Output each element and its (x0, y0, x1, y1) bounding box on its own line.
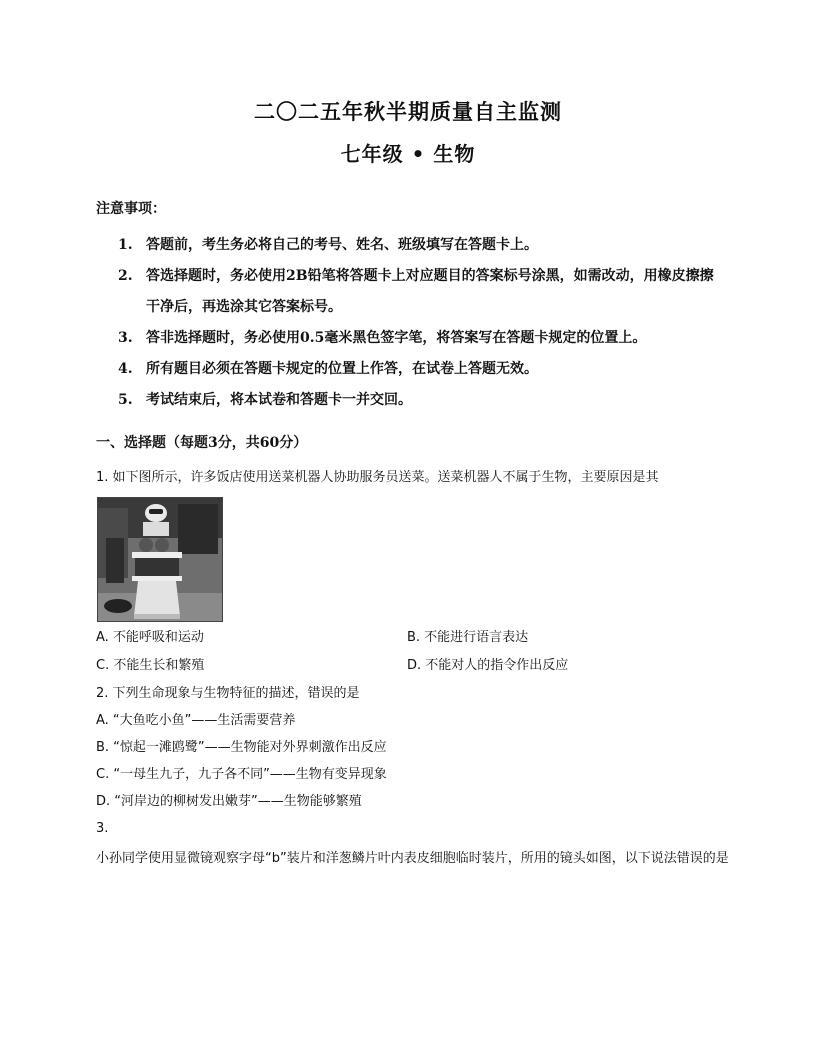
notice-heading: 注意事项： (96, 201, 166, 217)
question-1-option-c: C. 不能生长和繁殖 (96, 658, 205, 673)
question-2-option-b: B. “惊起一滩鸥鹭”——生物能对外界刺激作出反应 (96, 740, 387, 755)
notice-item (118, 323, 718, 354)
notice-text: 所有题目必须在答题卡规定的位置上作答，在试卷上答题无效。 (146, 361, 538, 377)
question-1-option-a: A. 不能呼吸和运动 (96, 630, 204, 645)
question-1-option-b: B. 不能进行语言表达 (407, 630, 529, 645)
notice-number: 5. (118, 392, 133, 408)
notice-item (118, 261, 718, 323)
question-2-option-a: A. “大鱼吃小鱼”——生活需要营养 (96, 713, 296, 728)
exam-subtitle: 七年级 • 生物 (340, 142, 476, 166)
notice-item (118, 385, 718, 416)
notice-item (118, 354, 718, 385)
question-1-option-d: D. 不能对人的指令作出反应 (407, 658, 569, 673)
notice-text: 答选择题时，务必使用2B铅笔将答题卡上对应题目的答案标号涂黑，如需改动，用橡皮擦擦干净后，再选涂其它答案标号。 (146, 268, 714, 315)
notice-item (118, 230, 718, 261)
question-2-option-d: D. “河岸边的柳树发出嫩芽”——生物能够繁殖 (96, 794, 362, 809)
exam-title: 二〇二五年秋半期质量自主监测 (254, 99, 562, 124)
question-1-stem: 1. 如下图所示，许多饭店使用送菜机器人协助服务员送菜。送菜机器人不属于生物，主要原因是其 (96, 470, 659, 485)
question-3-stem: 小孙同学使用显微镜观察字母“b”装片和洋葱鳞片叶内表皮细胞临时装片，所用的镜头如图，以下说法错误的是 (96, 851, 729, 866)
notice-number: 1. (118, 237, 133, 253)
notice-number: 2. (118, 268, 133, 284)
section-heading: 一、选择题（每题3分，共60分） (96, 435, 308, 451)
question-2-option-c: C. “一母生九子，九子各不同”——生物有变异现象 (96, 767, 387, 782)
notice-list (118, 230, 718, 416)
notice-number: 4. (118, 361, 133, 377)
question-3-number: 3. (96, 821, 109, 836)
notice-text: 答非选择题时，务必使用0.5毫米黑色签字笔，将答案写在答题卡规定的位置上。 (146, 330, 647, 346)
notice-number: 3. (118, 330, 133, 346)
robot-photo (97, 497, 223, 622)
notice-text: 考试结束后，将本试卷和答题卡一并交回。 (146, 392, 412, 408)
question-2-stem: 2. 下列生命现象与生物特征的描述，错误的是 (96, 686, 360, 701)
robot-illustration (98, 498, 222, 621)
notice-text: 答题前，考生务必将自己的考号、姓名、班级填写在答题卡上。 (146, 237, 538, 253)
